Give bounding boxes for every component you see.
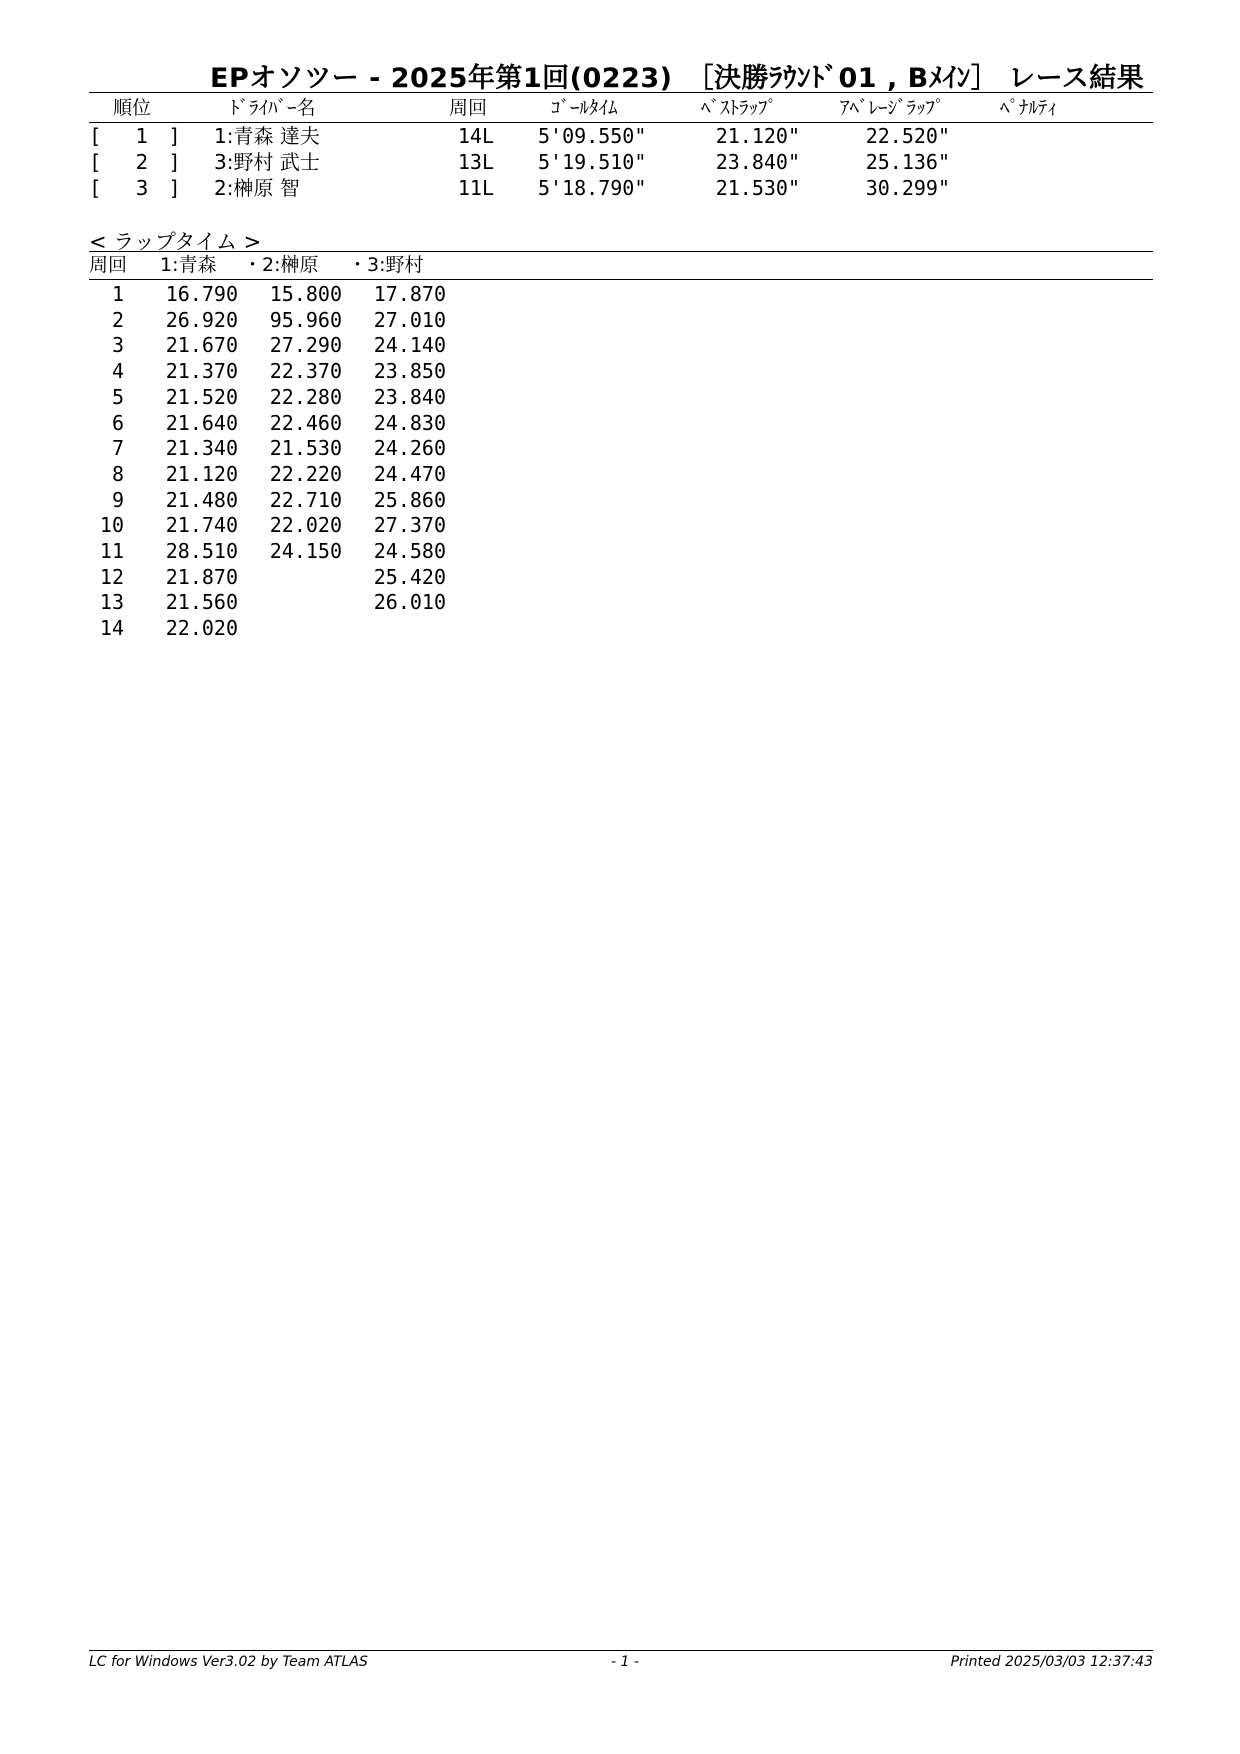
footer-printed-timestamp: Printed 2025/03/03 12:37:43	[950, 1654, 1153, 1670]
header-penalty: ﾍﾟﾅﾙﾃｨ	[1000, 97, 1058, 119]
average-lap-value: 25.136"	[865, 150, 950, 174]
lap-number: 6	[111, 410, 124, 435]
bracket-close: ]	[170, 176, 178, 200]
lap-number: 5	[111, 384, 124, 409]
lap-time-driver-1: 21.480	[165, 487, 238, 512]
lap-time-driver-3: 23.850	[373, 359, 446, 384]
lap-time-driver-1: 21.520	[165, 384, 238, 409]
lap-time-driver-3: 24.260	[373, 436, 446, 461]
header-goal-time: ｺﾞｰﾙﾀｲﾑ	[551, 97, 618, 119]
rank-value: 1	[135, 124, 149, 148]
lap-time-driver-3: 23.840	[373, 384, 446, 409]
lap-time-driver-3: 24.470	[373, 461, 446, 486]
lap-time-driver-1: 21.740	[165, 513, 238, 538]
lap-time-driver-3: 25.860	[373, 487, 446, 512]
lap-time-driver-1: 16.790	[165, 282, 238, 306]
lap-number: 3	[111, 333, 124, 358]
lap-time-driver-1: 21.120	[165, 461, 238, 486]
lap-time-driver-3: 24.140	[373, 333, 446, 358]
driver-name: 3:野村 武士	[214, 150, 320, 174]
lap-time-driver-3: 17.870	[373, 282, 446, 306]
lap-time-driver-3: 25.420	[373, 564, 446, 589]
lap-time-driver-1: 21.370	[165, 359, 238, 384]
driver-name: 1:青森 達夫	[214, 124, 320, 148]
header-driver: ﾄﾞﾗｲﾊﾞｰ名	[230, 97, 316, 119]
lap-time-driver-2: 22.220	[269, 461, 342, 486]
footer-page-number: - 1 -	[611, 1654, 639, 1670]
lap-times-title-rule	[89, 251, 1153, 252]
lap-number: 9	[111, 487, 124, 512]
header-average-lap: ｱﾍﾞﾚｰｼﾞﾗｯﾌﾟ	[840, 97, 945, 119]
best-lap-value: 23.840"	[715, 150, 800, 174]
laps-value: 14L	[457, 124, 494, 148]
lap-time-driver-1: 26.920	[165, 307, 238, 332]
lap-time-driver-1: 21.870	[165, 564, 238, 589]
header-laps: 周回	[449, 97, 488, 119]
bracket-open: [	[92, 150, 100, 174]
lap-time-driver-1: 21.640	[165, 410, 238, 435]
lap-time-driver-1: 21.340	[165, 436, 238, 461]
lap-time-driver-1: 21.670	[165, 333, 238, 358]
lap-time-driver-2: 22.460	[269, 410, 342, 435]
footer-rule	[89, 1650, 1153, 1651]
average-lap-value: 30.299"	[865, 176, 950, 200]
lap-time-driver-2: 95.960	[269, 307, 342, 332]
footer-software: LC for Windows Ver3.02 by Team ATLAS	[89, 1654, 368, 1670]
lap-time-driver-3: 24.580	[373, 539, 446, 563]
report-title: EPオソツー - 2025年第1回(0223) ［決勝ﾗｳﾝﾄﾞ01 , Bﾒｲﾝ］ レース結果	[210, 63, 1145, 94]
best-lap-value: 21.120"	[715, 124, 800, 148]
lap-time-driver-2: 24.150	[269, 539, 342, 563]
lap-number: 4	[111, 359, 124, 384]
lap-time-driver-1: 28.510	[165, 539, 238, 563]
laps-value: 11L	[457, 176, 494, 200]
header-best-lap: ﾍﾞｽﾄﾗｯﾌﾟ	[701, 97, 778, 119]
lap-time-driver-2: 22.280	[269, 384, 342, 409]
lap-number: 11	[99, 539, 124, 563]
laps-value: 13L	[457, 150, 494, 174]
lap-header-driver-1: 1:青森	[160, 254, 217, 276]
goal-time-value: 5'19.510"	[538, 150, 647, 174]
lap-time-driver-1: 22.020	[165, 616, 238, 641]
lap-header-lap: 周回	[89, 254, 128, 276]
lap-header-driver-2: ・2:榊原	[243, 254, 319, 276]
average-lap-value: 22.520"	[865, 124, 950, 148]
lap-number: 1	[111, 282, 124, 306]
driver-name: 2:榊原 智	[214, 176, 300, 200]
results-header-rule	[89, 122, 1153, 123]
rank-value: 3	[135, 176, 149, 200]
lap-time-driver-2: 15.800	[269, 282, 342, 306]
lap-time-driver-2: 22.370	[269, 359, 342, 384]
title-rule	[89, 92, 1153, 93]
lap-time-driver-2: 27.290	[269, 333, 342, 358]
lap-number: 7	[111, 436, 124, 461]
lap-number: 10	[99, 513, 124, 538]
lap-time-driver-3: 24.830	[373, 410, 446, 435]
best-lap-value: 21.530"	[715, 176, 800, 200]
lap-time-driver-3: 27.010	[373, 307, 446, 332]
lap-time-driver-3: 26.010	[373, 590, 446, 615]
lap-header-driver-3: ・3:野村	[348, 254, 424, 276]
bracket-open: [	[92, 124, 100, 148]
lap-time-driver-2: 22.710	[269, 487, 342, 512]
lap-time-driver-2: 21.530	[269, 436, 342, 461]
header-rank: 順位	[113, 97, 152, 119]
bracket-open: [	[92, 176, 100, 200]
lap-number: 8	[111, 461, 124, 486]
goal-time-value: 5'09.550"	[538, 124, 647, 148]
lap-number: 13	[99, 590, 124, 615]
lap-time-driver-2: 22.020	[269, 513, 342, 538]
lap-time-driver-1: 21.560	[165, 590, 238, 615]
rank-value: 2	[135, 150, 149, 174]
lap-number: 14	[99, 616, 124, 641]
lap-times-header-rule	[89, 279, 1153, 280]
bracket-close: ]	[170, 124, 178, 148]
goal-time-value: 5'18.790"	[538, 176, 647, 200]
lap-times-title: < ラップタイム >	[89, 230, 262, 254]
lap-time-driver-3: 27.370	[373, 513, 446, 538]
lap-number: 12	[99, 564, 124, 589]
bracket-close: ]	[170, 150, 178, 174]
lap-number: 2	[111, 307, 124, 332]
